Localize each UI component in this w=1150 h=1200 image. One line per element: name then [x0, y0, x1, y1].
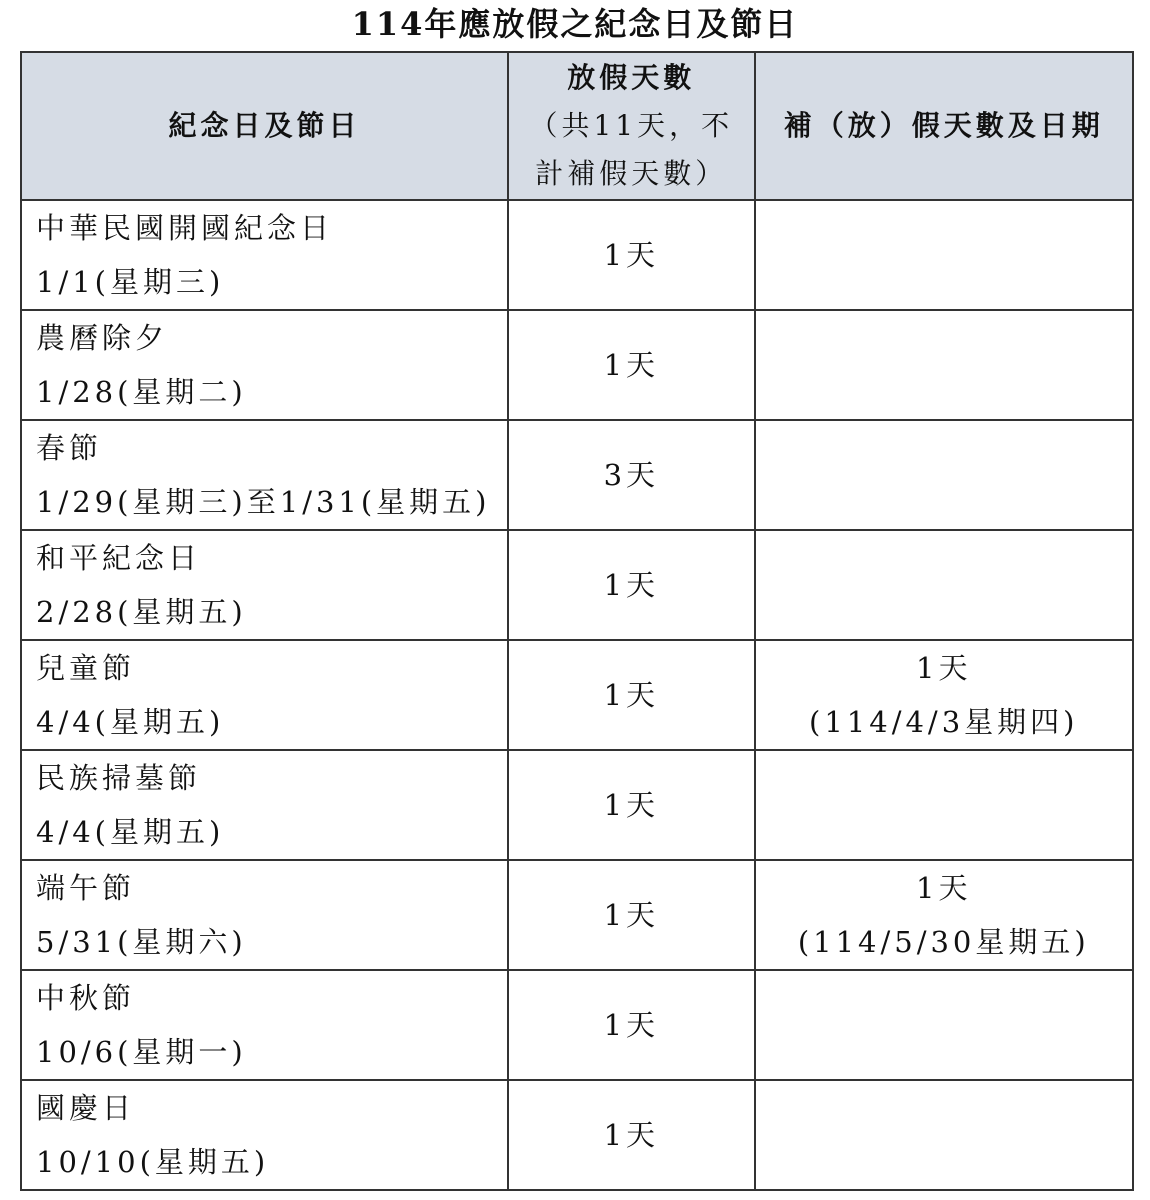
- table-row: [21, 310, 1133, 420]
- header-days-title: 放假天數: [567, 61, 696, 94]
- holiday-cell: [21, 750, 508, 860]
- table-row: [21, 530, 1133, 640]
- holiday-table: [20, 51, 1134, 1191]
- holiday-cell: [21, 970, 508, 1080]
- holiday-name: 兒童節: [36, 651, 136, 685]
- compensatory-cell: [755, 1080, 1133, 1190]
- holiday-date: 2/28(星期五): [36, 595, 247, 629]
- days-cell: 1天: [508, 310, 754, 420]
- days-cell: 1天: [508, 200, 754, 310]
- holiday-cell: [21, 420, 508, 530]
- holiday-cell: [21, 200, 508, 310]
- header-holiday: 紀念日及節日: [21, 52, 508, 200]
- compensatory-cell: [755, 860, 1133, 970]
- holiday-name: 端午節: [36, 871, 136, 905]
- compensatory-cell: [755, 750, 1133, 860]
- compensatory-cell: [755, 200, 1133, 310]
- holiday-date: 10/10(星期五): [36, 1145, 270, 1179]
- compensatory-cell: [755, 420, 1133, 530]
- holiday-date: 4/4(星期五): [36, 705, 225, 739]
- holiday-date: 1/28(星期二): [36, 375, 247, 409]
- holiday-cell: [21, 640, 508, 750]
- header-days: [508, 52, 754, 200]
- days-cell: 1天: [508, 640, 754, 750]
- compensatory-days: 1天: [916, 651, 972, 685]
- days-cell: 1天: [508, 1080, 754, 1190]
- holiday-cell: [21, 310, 508, 420]
- table-row: [21, 750, 1133, 860]
- compensatory-date: (114/4/3星期四): [809, 705, 1079, 739]
- table-row: [21, 420, 1133, 530]
- holiday-name: 中秋節: [36, 981, 136, 1015]
- holiday-cell: [21, 530, 508, 640]
- header-days-note-1: （共11天，不: [529, 109, 734, 142]
- days-cell: 1天: [508, 750, 754, 860]
- header-compensatory: 補（放）假天數及日期: [755, 52, 1133, 200]
- holiday-date: 4/4(星期五): [36, 815, 225, 849]
- holiday-date: 10/6(星期一): [36, 1035, 247, 1069]
- holiday-cell: [21, 1080, 508, 1190]
- holiday-name: 國慶日: [36, 1091, 136, 1125]
- days-cell: 1天: [508, 970, 754, 1080]
- table-row: [21, 860, 1133, 970]
- document-title: 114年應放假之紀念日及節日: [351, 5, 799, 43]
- holiday-name: 春節: [36, 431, 103, 465]
- compensatory-cell: [755, 310, 1133, 420]
- table-header-row: [21, 52, 1133, 200]
- days-cell: 3天: [508, 420, 754, 530]
- holiday-date: 1/1(星期三): [36, 265, 225, 299]
- days-cell: 1天: [508, 530, 754, 640]
- table-row: [21, 1080, 1133, 1190]
- compensatory-date: (114/5/30星期五): [797, 925, 1090, 959]
- compensatory-cell: [755, 530, 1133, 640]
- holiday-name: 中華民國開國紀念日: [36, 211, 334, 245]
- holiday-date: 5/31(星期六): [36, 925, 247, 959]
- compensatory-cell: [755, 970, 1133, 1080]
- holiday-name: 民族掃墓節: [36, 761, 202, 795]
- holiday-name: 和平紀念日: [36, 541, 202, 575]
- holiday-cell: [21, 860, 508, 970]
- table-row: [21, 640, 1133, 750]
- holiday-date: 1/29(星期三)至1/31(星期五): [36, 485, 491, 519]
- table-row: [21, 200, 1133, 310]
- days-cell: 1天: [508, 860, 754, 970]
- header-days-note-2: 計補假天數）: [535, 157, 728, 190]
- compensatory-days: 1天: [916, 871, 972, 905]
- table-row: [21, 970, 1133, 1080]
- compensatory-cell: [755, 640, 1133, 750]
- holiday-name: 農曆除夕: [36, 321, 169, 355]
